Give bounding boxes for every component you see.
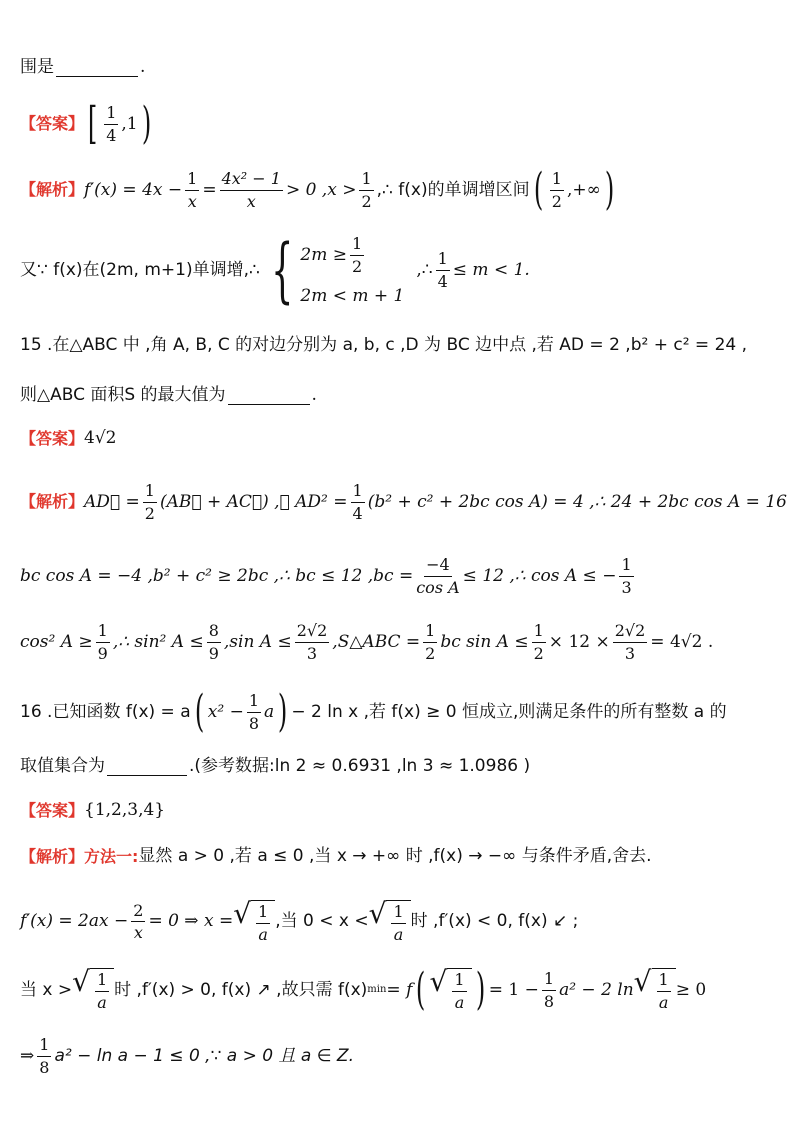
text: . [140, 57, 146, 77]
analysis-text: 显然 a > 0 ,若 a ≤ 0 ,当 x → +∞ 时 ,f(x) → −∞ 与条件矛盾,舍去. [138, 846, 652, 866]
math: AD⃗ = [84, 491, 140, 512]
question-text: 16 .已知函数 f(x) = a [20, 701, 191, 722]
text: . [311, 385, 317, 405]
math: ,∴ sin² A ≤ [112, 631, 204, 652]
math: cos² A ≥ [20, 631, 93, 652]
fraction: $\frac{1}{x}$ [187, 168, 198, 211]
answer-label: 【答案】 [20, 428, 85, 448]
math: ,S△ABC = [332, 631, 421, 652]
fraction: $\frac{1}{2}$ [551, 168, 562, 211]
math: ≤ 12 ,∴ cos A ≤ − [462, 565, 617, 586]
question-16: 16 .已知函数 f(x) = a ( x² − $\frac{1}{8}$ a ) − 2 ln x ,若 f(x) ≥ 0 恒成立,则满足条件的所有整数 a 的 [20, 686, 727, 737]
answer-1 [20, 98, 155, 149]
question-text: 则△ABC 面积S 的最大值为 [20, 385, 226, 405]
fraction: $\frac{1}{2}$ [144, 481, 155, 523]
math: f′(x) = 4x − [84, 179, 183, 200]
paren: ) [141, 98, 151, 149]
paren: ) [604, 164, 615, 215]
line-derivative: f′(x) = 2ax − $\frac{2}{x}$ = 0 ⇒ x = √ $\frac{1}{a}$ ,当 0 < x < √ $\frac{1}{a}$ 时 ,f′(x) < 0, f(x) ↙ ; [20, 897, 579, 944]
question-text: .(参考数据:ln 2 ≈ 0.6931 ,ln 3 ≈ 1.0986 ) [189, 756, 531, 776]
math: bc cos A = −4 ,b² + c² ≥ 2bc ,∴ bc ≤ 12 ,bc = [20, 565, 414, 586]
analysis-3 [20, 848, 652, 865]
math: × 12 × [548, 631, 610, 652]
line-conclusion: ⇒ $\frac{1}{8}$ a² − ln a − 1 ≤ 0 ,∵ a > 0 且 a ∈ Z. [20, 1035, 354, 1077]
line-monotonic [20, 229, 530, 311]
line-sin-area: cos² A ≥ $\frac{1}{9}$ ,∴ sin² A ≤ $\frac{8}{9}$ ,sin A ≤ $\frac{2√2}{3}$ ,S△ABC = $\frac{1}{2}$ bc sin A ≤ $\frac{1}{2}$ × 12 × $\frac{2√2}{3}$ = 4√2 . [20, 621, 714, 663]
math: > 0 ,x > [285, 179, 357, 200]
fraction: $\frac{-4}{\text{cos A}}$ [416, 555, 460, 597]
question-16-line2 [20, 757, 530, 776]
math: ,+∞ [566, 179, 601, 200]
fraction: $\frac{1}{3}$ [621, 555, 632, 597]
answer-label: 【答案】 [20, 114, 85, 133]
text: 又∵ f(x)在(2m, m+1)单调增,∴ [20, 259, 260, 280]
analysis-label: 【解析】 [20, 492, 85, 512]
math: = 4√2 . [650, 631, 714, 652]
question-15 [20, 337, 747, 354]
fraction: $\frac{\text{4x² − 1}}{x}$ [221, 168, 281, 211]
answer-value: {1,2,3,4} [84, 800, 166, 820]
fraction: $\frac{1}{4}$ [106, 102, 117, 145]
inequality-system: { 2m ≥ $\frac{1}{2}$ 2m < m + 1 [270, 229, 405, 311]
answer-2 [20, 430, 116, 447]
math: = [202, 179, 217, 200]
analysis-1 [20, 164, 618, 215]
question-text: 取值集合为 [20, 756, 105, 776]
answer-label: 【答案】 [20, 800, 85, 820]
line-min-condition: 当 x > √ $\frac{1}{a}$ 时 ,f′(x) > 0, f(x) ↗ ,故只需 f(x) min = f ( √ $\frac{1}{a}$ ) = 1 − $\frac{1}{8}$ a² − 2 ln √ $\frac{1}{a}$ ≥ 0 [20, 964, 707, 1015]
answer-3 [20, 802, 165, 819]
line-range-question [20, 58, 145, 77]
method-label: 方法一: [84, 846, 139, 866]
math: (b² + c² + 2bc cos A) = 4 ,∴ 24 + 2bc cos A = 16 [367, 491, 787, 512]
answer-blank [56, 58, 138, 77]
text: ,∴ [416, 259, 433, 280]
analysis-label: 【解析】 [20, 846, 85, 866]
fraction: $\frac{1}{4}$ [352, 481, 363, 523]
text: ,1 [121, 113, 138, 134]
question-text: 15 .在△ABC 中 ,角 A, B, C 的对边分别为 a, b, c ,D 为 BC 边中点 ,若 AD = 2 ,b² + c² = 24 , [20, 335, 748, 355]
text: 围是 [20, 57, 54, 77]
fraction: $\frac{1}{4}$ [437, 248, 448, 291]
math: bc sin A ≤ [440, 631, 529, 652]
math: (AB⃗ + AC⃗) ,∴ AD² = [159, 491, 348, 512]
question-15-line2 [20, 386, 317, 405]
bracket: [ [87, 98, 98, 149]
text: ≤ m < 1. [452, 259, 530, 280]
paren: ( [533, 164, 543, 215]
answer-blank [107, 757, 187, 776]
answer-value: 4√2 [84, 428, 117, 448]
question-text: − 2 ln x ,若 f(x) ≥ 0 恒成立,则满足条件的所有整数 a 的 [291, 701, 727, 722]
fraction: $\frac{1}{2}$ [361, 168, 372, 211]
answer-blank [228, 386, 310, 405]
math: ,sin A ≤ [223, 631, 292, 652]
analysis-label: 【解析】 [20, 180, 85, 199]
analysis-2 [20, 482, 787, 522]
line-bc-cos [20, 556, 637, 596]
math: ,∴ f(x)的单调增区间 [376, 179, 530, 200]
